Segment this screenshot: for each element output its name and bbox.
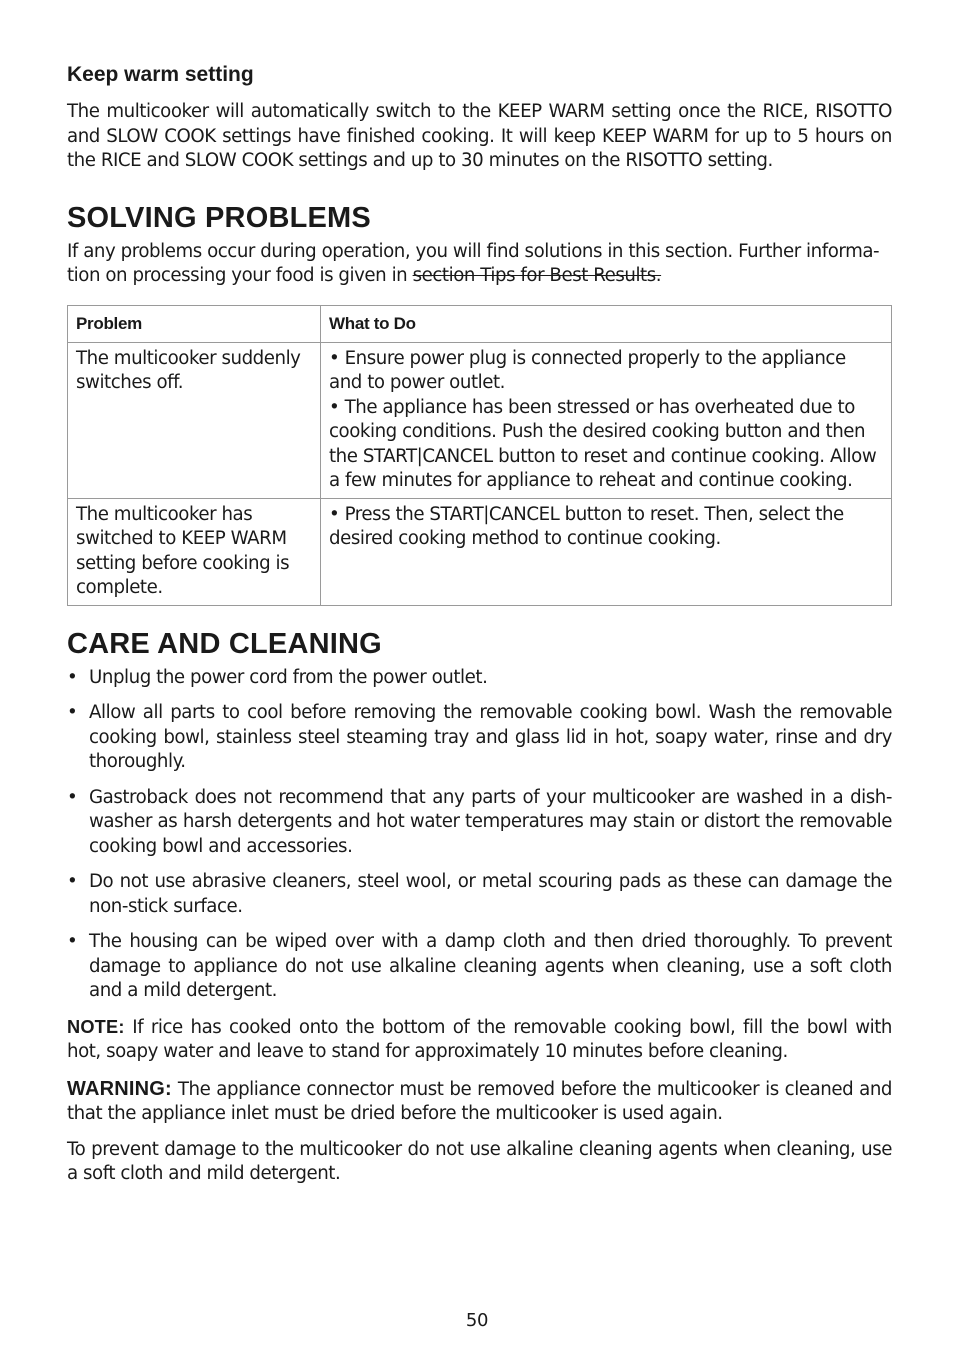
warning-paragraph (67, 1077, 892, 1127)
note-paragraph (67, 1015, 892, 1065)
bullet-icon: • (67, 786, 78, 808)
table-row (68, 342, 892, 498)
bullet-icon: • (67, 931, 78, 952)
intro-struck-reference: section Tips for Best Results. (412, 265, 662, 286)
problem-cell: The multicooker has switched to KEEP WARM setting before cooking is complete. (68, 498, 321, 605)
header-what-to-do: What to Do (321, 305, 892, 342)
care-bullet-list (67, 666, 892, 1004)
action-item: • Ensure power plug is connected properly to the appliance and to power outlet. (329, 347, 846, 393)
note-label: NOTE: (67, 1016, 125, 1037)
final-paragraph: To prevent damage to the multicooker do not use alkaline cleaning agents when cleaning, use a soft cloth and mild detergent. (67, 1138, 892, 1184)
bullet-icon: • (67, 666, 78, 688)
warning-label: WARNING: (67, 1077, 172, 1100)
action-cell (321, 498, 892, 605)
warning-text: The appliance connector must be removed before the multicooker is cleaned and that the appliance inlet must be dried before the multicooker is used again. (67, 1078, 892, 1124)
list-item: • Do not use abrasive cleaners, steel wool, or metal scouring pads as these can damage the non-stick surface. (67, 871, 892, 917)
bullet-icon: • (67, 702, 78, 723)
problems-table (67, 305, 892, 606)
page-number: 50 (465, 1310, 489, 1331)
table-row (68, 498, 892, 605)
header-problem: Problem (68, 305, 321, 342)
problem-cell: The multicooker suddenly switches off. (68, 342, 321, 498)
bullet-icon: • (67, 871, 78, 892)
action-item: • Press the START|CANCEL button to reset. Then, select the desired cooking method to continue cooking. (329, 503, 844, 549)
keep-warm-body: The multicooker will automatically switch to the KEEP WARM setting once the RICE, RISOTTO and SLOW COOK settings have finished cooking. It will keep KEEP WARM for up to 5 hours on the RICE and SLOW COOK settings and up to 30 minutes on the RISOTTO setting. (67, 101, 892, 171)
table-header-row (68, 305, 892, 342)
action-item: • The appliance has been stressed or has overheated due to cooking conditions. Push the desired cooking button and then the START|CANCEL button to reset and continue cooking. Allow a few minutes for appliance to reheat and continue cooking. (329, 396, 877, 491)
list-item: • Unplug the power cord from the power outlet. (67, 666, 892, 691)
note-text: If rice has cooked onto the bottom of the removable cooking bowl, fill the bowl with hot, soapy water and leave to stand for approximately 10 minutes before cleaning. (67, 1016, 892, 1062)
keep-warm-heading: Keep warm setting (67, 63, 254, 86)
list-item: • Gastroback does not recommend that any parts of your multicooker are washed in a dish-washer as harsh detergents and hot water temperatures may stain or distort the removable cooking bowl and accessories. (67, 786, 892, 857)
list-item: • The housing can be wiped over with a damp cloth and then dried thoroughly. To prevent damage to appliance do not use alkaline cleaning agents when cleaning, use a soft cloth and a mild detergent. (67, 931, 892, 1001)
manual-page (67, 60, 892, 1187)
action-cell (321, 342, 892, 498)
care-and-cleaning-heading: CARE AND CLEANING (67, 627, 382, 660)
solving-problems-intro (67, 240, 892, 289)
intro-text: If any problems occur during operation, you will find solutions in this section. Further informa-tion on processing your food is given in (67, 240, 880, 286)
list-item: • Allow all parts to cool before removing the removable cooking bowl. Wash the removable cooking bowl, stainless steel steaming tray and glass lid in hot, soapy water, rinse and dry thoroughly. (67, 702, 892, 772)
solving-problems-heading: SOLVING PROBLEMS (67, 201, 371, 234)
